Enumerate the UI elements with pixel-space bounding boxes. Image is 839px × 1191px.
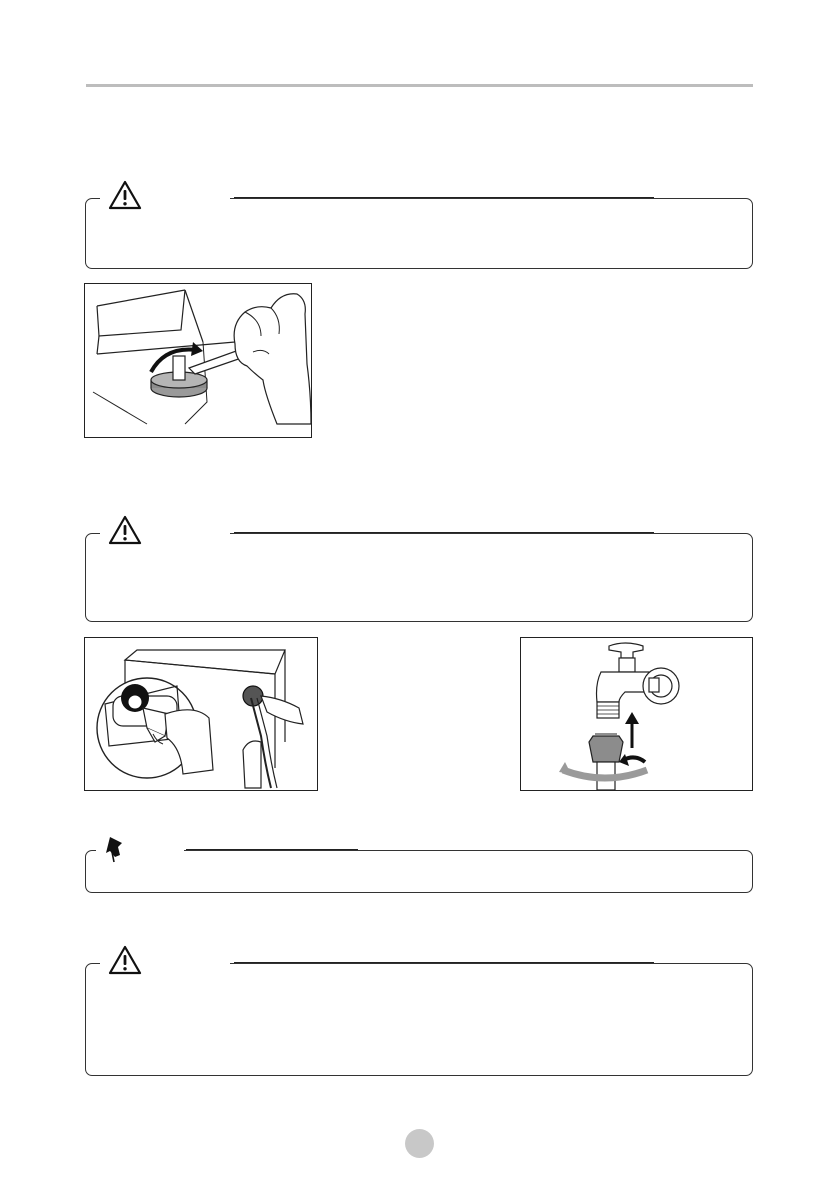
top-rule bbox=[86, 84, 753, 87]
warning-box-3 bbox=[85, 963, 753, 1076]
inlet-hose-illustration bbox=[84, 637, 318, 791]
note-header-line bbox=[186, 849, 358, 850]
warning-header-line-2 bbox=[234, 532, 654, 533]
warning-header-line-1 bbox=[234, 197, 654, 198]
warning-triangle-icon bbox=[108, 180, 142, 210]
warning-triangle-icon bbox=[108, 515, 142, 545]
leveling-foot-illustration bbox=[84, 283, 312, 438]
warning-triangle-icon bbox=[108, 945, 142, 975]
warning-box-1 bbox=[85, 198, 753, 269]
tap-connector-illustration bbox=[520, 637, 753, 791]
warning-header-line-3 bbox=[234, 962, 654, 963]
warning-box-2 bbox=[85, 533, 753, 622]
pushpin-icon bbox=[102, 835, 128, 863]
page-number-marker bbox=[405, 1129, 434, 1158]
note-box bbox=[85, 850, 753, 893]
